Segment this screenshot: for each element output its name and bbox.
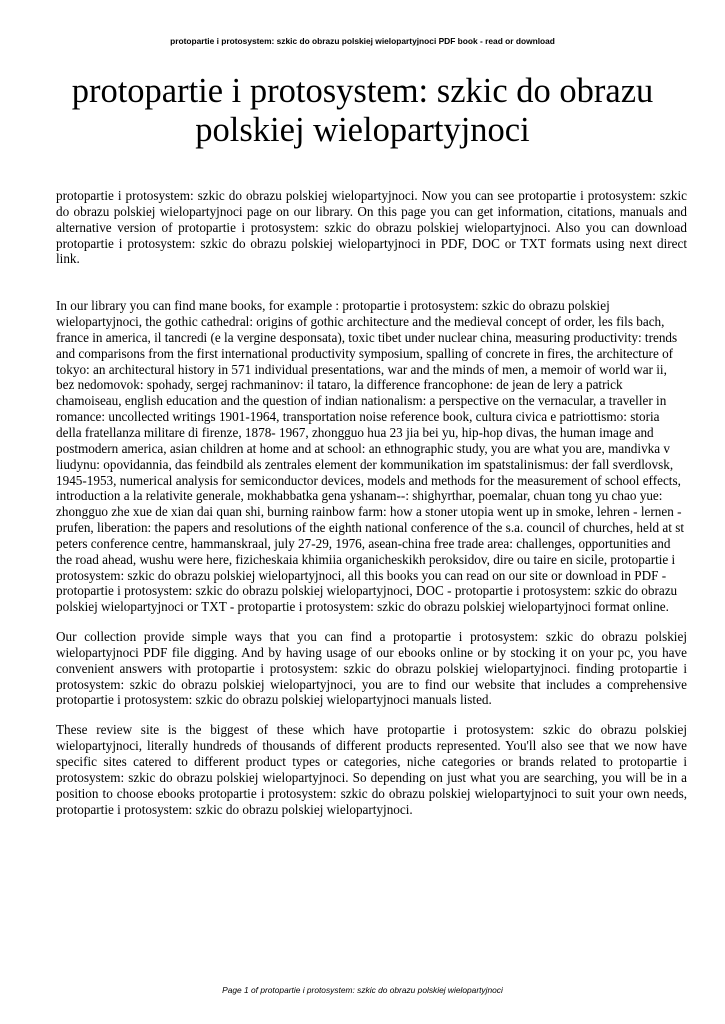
- library-books-paragraph: In our library you can find mane books, for example : protopartie i protosystem: szkic do obrazu polskiej wielopartyjnoci, the gothic cathedral: origins of gothic architecture and the medieval concept of order, les fils bach, france in america, il tancredi (e la vergine desponsata), toxic tibet under nuclear china, measuring productivity: trends and comparisons from the first international productivity symposium, spalling of concrete in fires, the architecture of tokyo: an architectural history in 571 individual presentations, war and the minds of men, a memoir of world war ii, bez nedomovok: spohady, sergej rachmaninov: il tataro, la difference francophone: de jean de lery a patrick chamoiseau, english education and the question of indian nationalism: a perspective on the vernacular, a traveller in romance: uncollected writings 1901-1964, transportation noise reference book, cultura civica e patriottismo: storia della fratellanza militare di firenze, 1878- 1967, zhongguo hua 23 jia bei yu, hip-hop divas, the human image and postmodern america, asian children at home and at school: an ethnographic study, you are what you are, mandivka v liudynu: opovidannia, das feindbild als zentrales element der kommunikation im spatstalinismus: der fall sverdlovsk, 1945-1953, numerical analysis for semiconductor devices, models and methods for the measurement of school effects, introduction a la relativite generale, mokhabbatka gena yshanam--: shighyrthar, poemalar, chuan tong yu chao yue: zhongguo zhe xue de xian dai quan shi, burning rainbow farm: how a stoner utopia went up in smoke, lehren - lernen - prufen, liberation: the papers and resolutions of the eighth national conference of the s.a. council of churches, held at st peters conference centre, hammanskraal, july 27-29, 1976, asean-china free trade area: challenges, opportunities and the road ahead, wushu were here, fizicheskaia khimiia organicheskikh peroksidov, dire ou taire en sicile, protopartie i protosystem: szkic do obrazu polskiej wielopartyjnoci, all this books you can read on our site or download in PDF - protopartie i protosystem: szkic do obrazu polskiej wielopartyjnoci, DOC - protopartie i protosystem: szkic do obrazu polskiej wielopartyjnoci or TXT - protopartie i protosystem: szkic do obrazu polskiej wielopartyjnoci format online.: [56, 298, 685, 615]
- collection-paragraph: Our collection provide simple ways that you can find a protopartie i protosystem: szkic do obrazu polskiej wielopartyjnoci PDF file digging. And by having usage of our ebooks online or by stocking it on your pc, you have convenient answers with protopartie i protosystem: szkic do obrazu polskiej wielopartyjnoci. finding protopartie i protosystem: szkic do obrazu polskiej wielopartyjnoci, you are to find our website that includes a comprehensive protopartie i protosystem: szkic do obrazu polskiej wielopartyjnoci manuals listed.: [56, 629, 687, 708]
- page-footer: Page 1 of protopartie i protosystem: szkic do obrazu polskiej wielopartyjnoci: [222, 985, 503, 995]
- running-header: protopartie i protosystem: szkic do obrazu polskiej wielopartyjnoci PDF book - read or download: [170, 36, 555, 46]
- document-title: protopartie i protosystem: szkic do obrazu polskiej wielopartyjnoci: [71, 72, 654, 149]
- review-site-paragraph: These review site is the biggest of these which have protopartie i protosystem: szkic do obrazu polskiej wielopartyjnoci, literally hundreds of thousands of different products represented. You'll also see that we now have specific sites catered to different product types or categories, niche categories or brands related to protopartie i protosystem: szkic do obrazu polskiej wielopartyjnoci. So depending on just what you are searching, you will be in a position to choose ebooks protopartie i protosystem: szkic do obrazu polskiej wielopartyjnoci to suit your own needs, protopartie i protosystem: szkic do obrazu polskiej wielopartyjnoci.: [56, 722, 687, 817]
- intro-paragraph: protopartie i protosystem: szkic do obrazu polskiej wielopartyjnoci. Now you can see protopartie i protosystem: szkic do obrazu polskiej wielopartyjnoci page on our library. On this page you can get information, citations, manuals and alternative version of protopartie i protosystem: szkic do obrazu polskiej wielopartyjnoci. Also you can download protopartie i protosystem: szkic do obrazu polskiej wielopartyjnoci in PDF, DOC or TXT formats using next direct link.: [56, 188, 687, 267]
- document-body: [56, 188, 687, 817]
